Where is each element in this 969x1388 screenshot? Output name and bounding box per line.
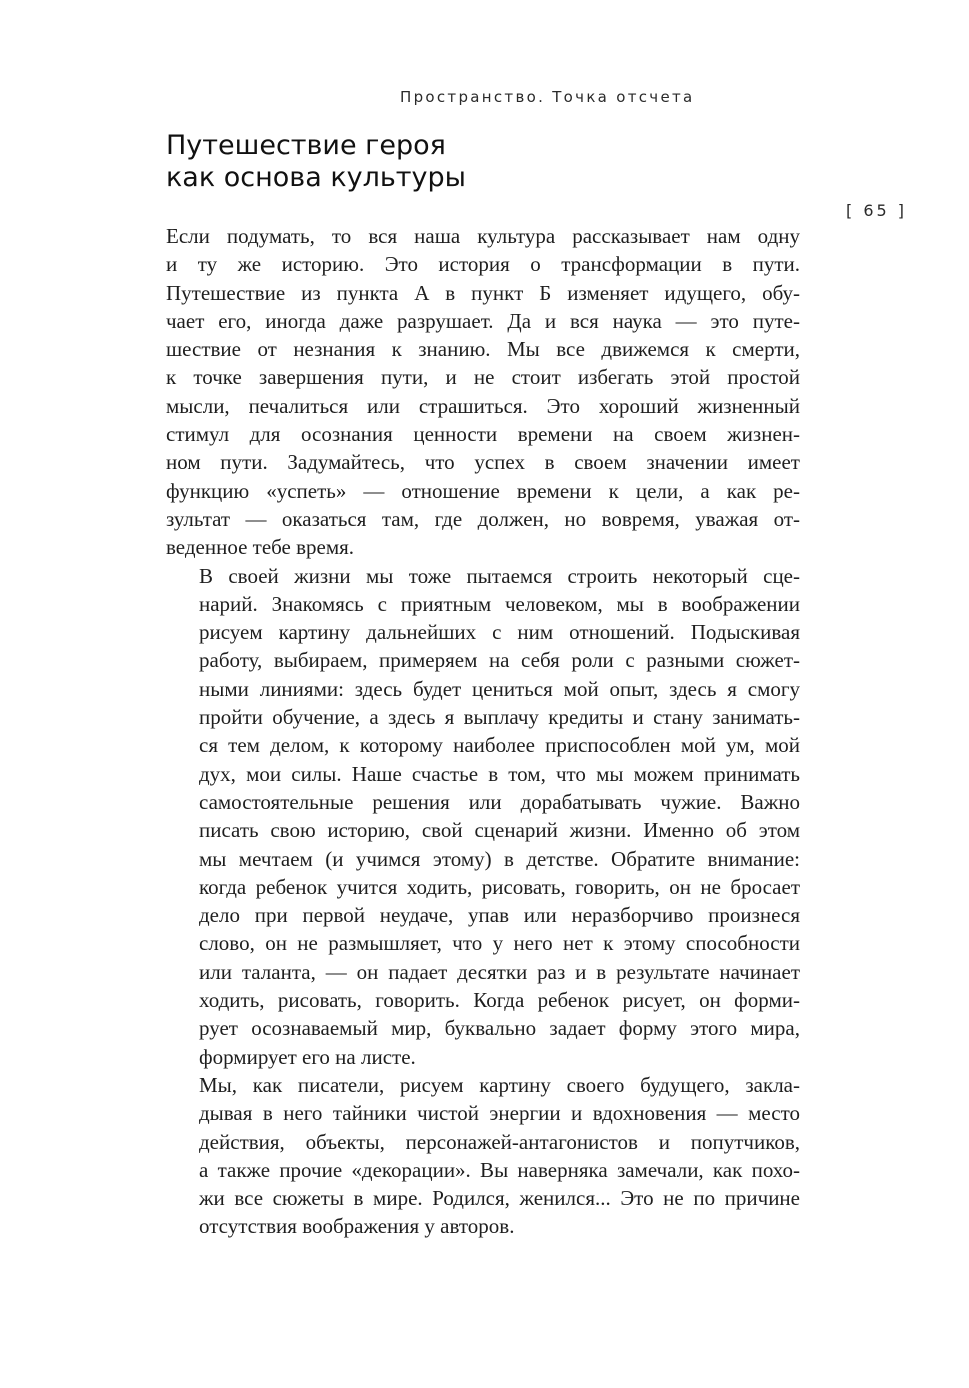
paragraph-2 [166,562,800,1071]
paragraph-3 [166,1071,800,1241]
text-line: ном пути. Задумайтесь, что успех в своем значении имеет [166,450,800,475]
text-line: Путешествие из пункта А в пункт Б изменяет идущего, обу- [166,280,800,305]
text-line: а также прочие «декорации». Вы наверняка замечали, как похо- [199,1157,800,1182]
text-line: к точке завершения пути, и не стоит избегать этой простой [166,365,800,390]
text-line: Мы, как писатели, рисуем картину своего будущего, закла- [199,1072,800,1097]
text-line: писать свою историю, свой сценарий жизни. Именно об этом [199,818,800,843]
text-line: жи все сюжеты в мире. Родился, женился... Это не по причине [199,1186,800,1211]
text-line: В своей жизни мы тоже пытаемся строить некоторый сце- [199,563,800,588]
text-line: зультат — оказаться там, где должен, но вовремя, уважая от- [166,506,800,531]
text-line: и ту же историю. Это история о трансформации в пути. [166,252,800,277]
text-line: работу, выбираем, примеряем на себя роли с разными сюжет- [199,648,800,673]
text-line: дывая в него тайники чистой энергии и вдохновения — место [199,1101,800,1126]
text-line: рует осознаваемый мир, буквально задает форму этого мира, [199,1016,800,1041]
text-line: самостоятельные решения или дорабатывать чужие. Важно [199,789,800,814]
text-line: нарий. Знакомясь с приятным человеком, мы в воображении [199,591,800,616]
text-line: шествие от незнания к знанию. Мы все движемся к смерти, [166,337,800,362]
chapter-title-line: Путешествие героя [166,130,446,161]
text-line: чает его, иногда даже разрушает. Да и вся наука — это путе- [166,308,800,333]
text-line: дело при первой неудаче, упав или неразборчиво произнеся [199,903,800,928]
text-line: действия, объекты, персонажей-антагонистов и попутчиков, [199,1129,800,1154]
text-line: когда ребенок учится ходить, рисовать, говорить, он не бросает [199,874,800,899]
text-line: ся тем делом, к которому наиболее приспособлен мой ум, мой [199,733,800,758]
text-line: ными линиями: здесь будет цениться мой опыт, здесь я смогу [199,676,800,701]
page-number: [ 65 ] [846,201,908,220]
text-line: функцию «успеть» — отношение времени к цели, а как ре- [166,478,800,503]
text-line: слово, он не размышляет, что у него нет к этому способности [199,931,800,956]
text-line: Если подумать, то вся наша культура рассказывает нам одну [166,224,800,248]
body-text [166,222,800,1241]
text-line: веденное тебе время. [166,535,355,560]
text-line: или таланта, — он падает десятки раз и в результате начинает [199,959,800,984]
chapter-title-line: как основа культуры [166,162,466,193]
text-line: дух, мои силы. Наше счастье в том, что мы можем принимать [199,761,800,786]
text-line: отсутствия воображения у авторов. [199,1214,515,1239]
chapter-title [166,130,806,194]
text-line: стимул для осознания ценности времени на своем жизнен- [166,422,800,447]
running-header: Пространство. Точка отсчета [400,88,695,106]
text-line: рисуем картину дальнейших с ним отношений. Подыскивая [199,620,800,645]
text-line: формирует его на листе. [199,1044,416,1069]
text-line: мысли, печалиться или страшиться. Это хороший жизненный [166,393,800,418]
text-line: пройти обучение, а здесь я выплачу кредиты и стану занимать- [199,705,800,730]
text-line: ходить, рисовать, говорить. Когда ребенок рисует, он форми- [199,988,800,1013]
paragraph-1 [166,222,800,562]
text-line: мы мечтаем (и учимся этому) в детстве. Обратите внимание: [199,846,800,871]
